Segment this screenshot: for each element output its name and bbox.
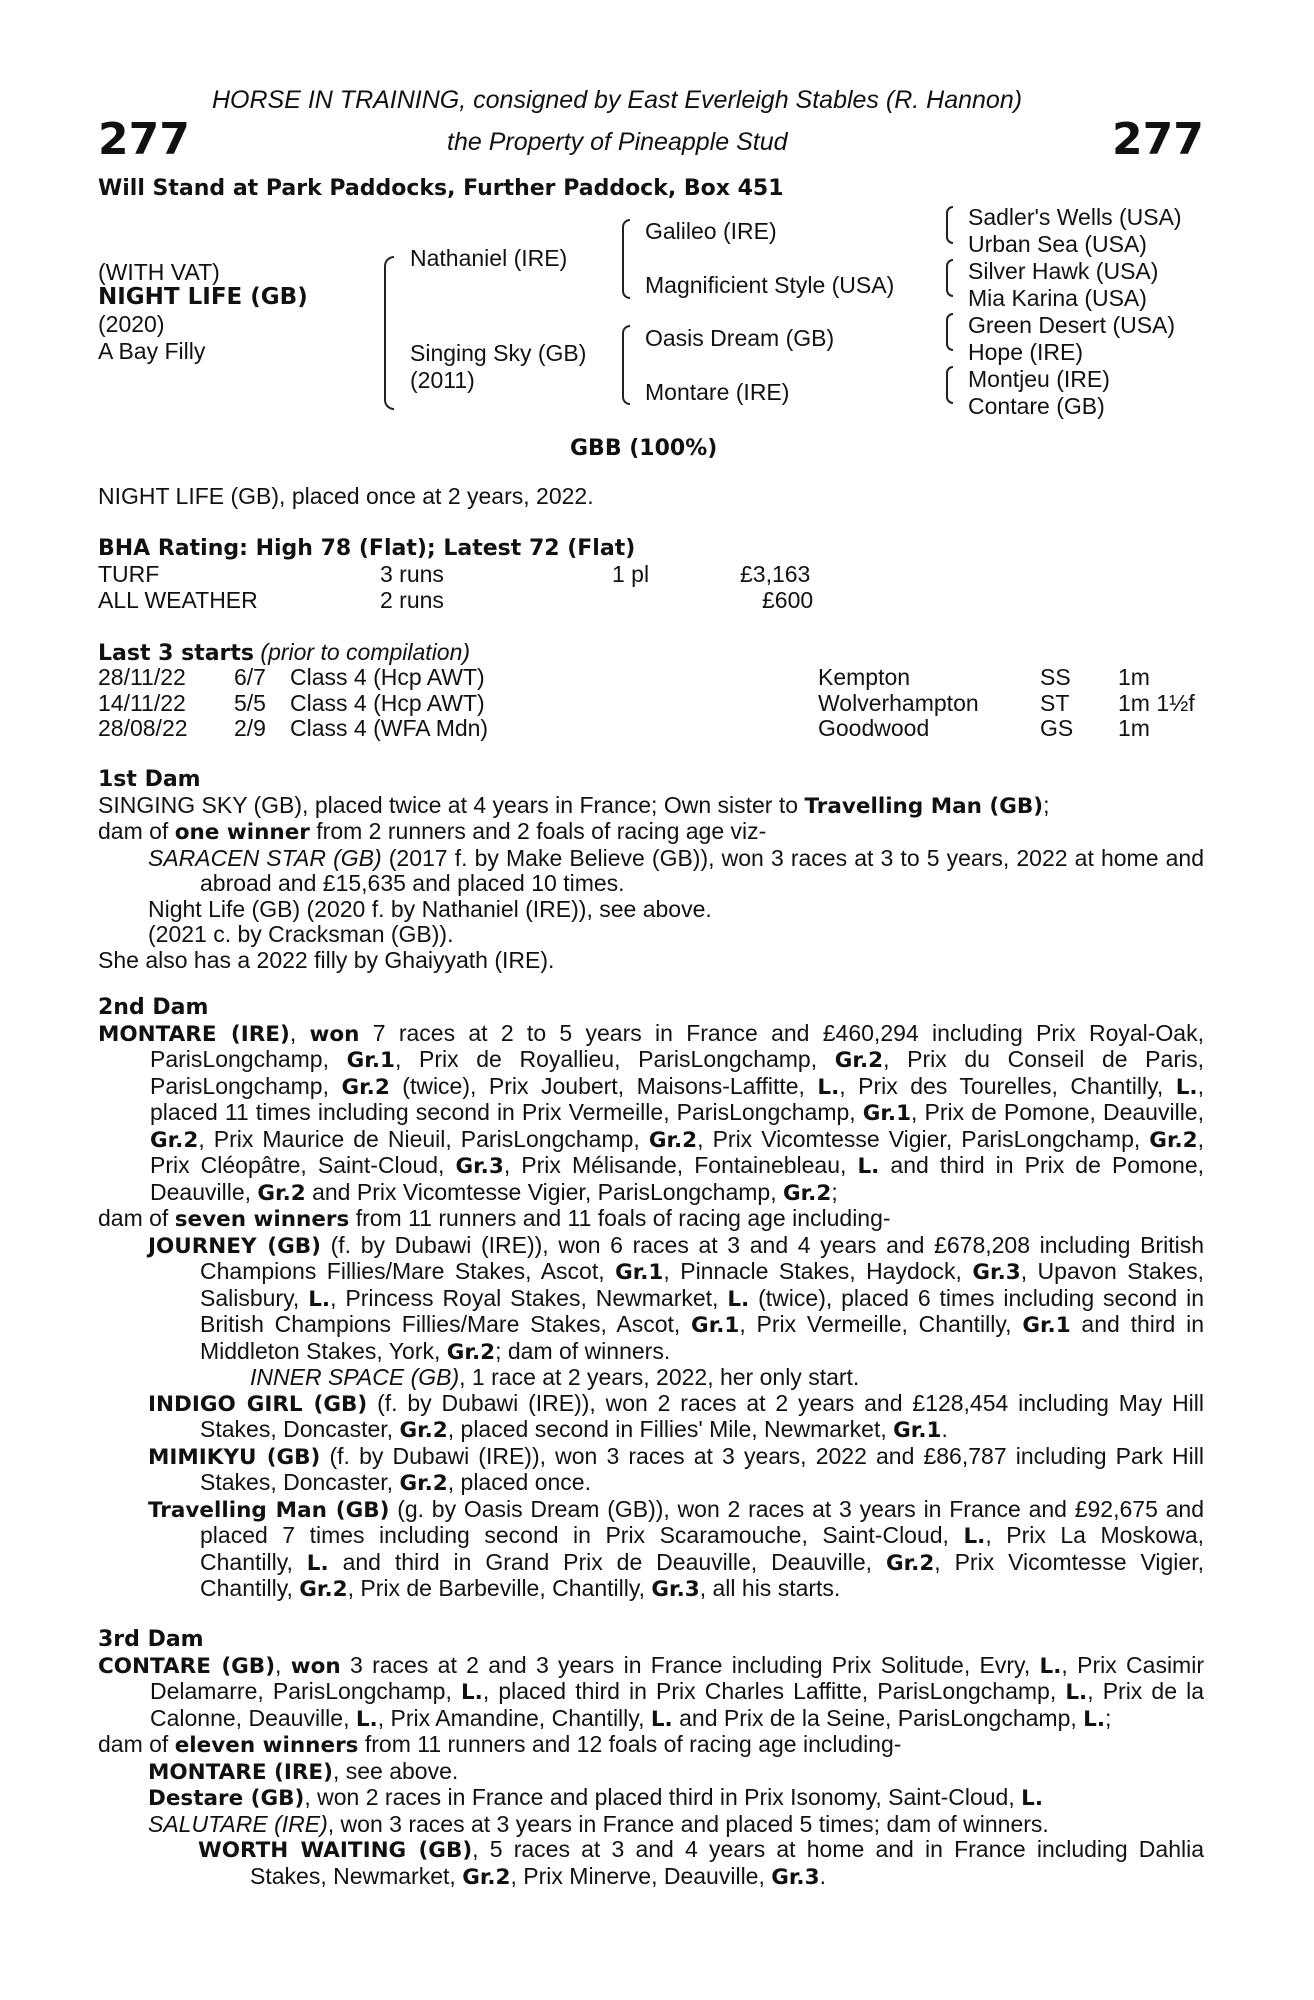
position: 2/9 (234, 715, 266, 741)
course: Wolverhampton (818, 690, 979, 716)
pedigree-sire-dam: Magnificient Style (USA) (645, 272, 895, 298)
offspring-entry: MIMIKYU (GB) (f. by Dubawi (IRE)), won 3 races at 3 years, 2022 and £86,787 including Park Hill Stakes, Doncaster, Gr.2, placed once. (148, 1442, 1204, 1496)
course: Kempton (818, 664, 911, 690)
pedigree-brace-dd (946, 366, 953, 404)
first-dam-section (98, 767, 1204, 973)
first-dam-produce-summary: dam of one winner from 2 runners and 2 foals of racing age viz- (98, 818, 767, 845)
offspring-entry: MONTARE (IRE), see above. (148, 1757, 459, 1785)
surface: TURF (98, 561, 160, 587)
offspring-entry: SALUTARE (IRE), won 3 races at 3 years in France and placed 5 times; dam of winners. (148, 1810, 1049, 1837)
runs: 2 runs (380, 587, 444, 613)
pedigree-sire-sire: Galileo (IRE) (645, 218, 777, 244)
race-summary: NIGHT LIFE (GB), placed once at 2 years, 2022. (98, 483, 594, 509)
date: 14/11/22 (98, 690, 186, 716)
places: 1 pl (612, 561, 650, 587)
runs: 3 runs (380, 561, 444, 587)
offspring-entry: SARACEN STAR (GB) (2017 f. by Make Believe (GB)), won 3 races at 3 to 5 years, 2022 at home and abroad and £15,635 and placed 10 times. (148, 844, 1205, 896)
offspring-entry: Night Life (GB) (2020 f. by Nathaniel (IRE)), see above. (148, 895, 712, 922)
offspring-entry: Travelling Man (GB) (g. by Oasis Dream (GB)), won 2 races at 3 years in France and £92,675 and placed 7 times including second in Prix Scaramouche, Saint-Cloud, L., Prix La Moskowa, Chantilly, L. and third in Grand Prix de Deauville, Deauville, Gr.2, Prix Vicomtesse Vigier, Chantilly, Gr.2, Prix de Barbeville, Chantilly, Gr.3, all his starts. (148, 1495, 1205, 1602)
pedigree-brace-main (384, 256, 394, 410)
pedigree-ssd: Urban Sea (USA) (968, 231, 1147, 257)
vendor-line: the Property of Pineapple Stud (447, 128, 788, 156)
surface: ALL WEATHER (98, 587, 258, 613)
pedigree-dam-year: (2011) (410, 367, 475, 393)
last-starts-title: Last 3 starts (98, 641, 255, 666)
pedigree-dss: Green Desert (USA) (968, 312, 1176, 338)
race-class: Class 4 (Hcp AWT) (290, 664, 485, 690)
offspring-entry: (2021 c. by Cracksman (GB)). (148, 921, 454, 947)
second-dam-produce-summary: dam of seven winners from 11 runners and 11 foals of racing age including- (98, 1205, 891, 1232)
stabling-location: Will Stand at Park Paddocks, Further Paddock, Box 451 (98, 176, 784, 201)
second-dam-heading: 2nd Dam (98, 995, 209, 1020)
pedigree-dam-dam: Montare (IRE) (645, 379, 790, 405)
horse-year: (2020) (98, 311, 165, 337)
going: ST (1040, 690, 1070, 716)
pedigree-sss: Sadler's Wells (USA) (968, 204, 1182, 230)
race-class: Class 4 (WFA Mdn) (290, 715, 489, 741)
going: SS (1040, 664, 1071, 690)
position: 6/7 (234, 664, 266, 690)
prize: £600 (762, 587, 814, 613)
bha-rating-title: BHA Rating: High 78 (Flat); Latest 72 (Flat) (98, 536, 636, 561)
pedigree-brace-sd (946, 259, 953, 297)
pedigree-brace-sire (622, 219, 630, 299)
third-dam-produce-summary: dam of eleven winners from 11 runners and 12 foals of racing age including- (98, 1731, 902, 1758)
distance: 1m (1118, 664, 1150, 690)
pedigree-dsd: Hope (IRE) (968, 339, 1084, 365)
horse-name: NIGHT LIFE (GB) (98, 284, 308, 310)
pedigree-dds: Montjeu (IRE) (968, 366, 1110, 392)
second-dam-record: MONTARE (IRE), won 7 races at 2 to 5 years in France and £460,294 including Prix Royal-Oak, ParisLongchamp, Gr.1, Prix de Royallieu, ParisLongchamp, Gr.2, Prix du Conseil de Paris, ParisLongchamp, Gr.2 (twice), Prix Joubert, Maisons-Laffitte, L., Prix des Tourelles, Chantilly, L., placed 11 times including second in Prix Vermeille, ParisLongchamp, Gr.1, Prix de Pomone, Deauville, Gr.2, Prix Maurice de Nieuil, ParisLongchamp, Gr.2, Prix Vicomtesse Vigier, ParisLongchamp, Gr.2, Prix Cléopâtre, Saint-Cloud, Gr.3, Prix Mélisande, Fontainebleau, L. and third in Prix de Pomone, Deauville, Gr.2 and Prix Vicomtesse Vigier, ParisLongchamp, Gr.2; (98, 1019, 1205, 1206)
race-class: Class 4 (Hcp AWT) (290, 690, 485, 716)
pedigree-dam: Singing Sky (GB) (410, 340, 587, 366)
third-dam-section (98, 1627, 1204, 1890)
lot-number-right: 277 (1112, 114, 1204, 165)
pedigree-brace-ds (946, 313, 953, 351)
grand-offspring-entry: INNER SPACE (GB), 1 race at 2 years, 2022, her only start. (250, 1364, 860, 1390)
pedigree-dam-sire: Oasis Dream (GB) (645, 325, 835, 351)
pedigree-ddd: Contare (GB) (968, 393, 1105, 419)
first-dam-heading: 1st Dam (98, 767, 201, 792)
date: 28/11/22 (98, 664, 186, 690)
position: 5/5 (234, 690, 266, 716)
date: 28/08/22 (98, 715, 188, 741)
third-dam-heading: 3rd Dam (98, 1627, 204, 1652)
grand-offspring-entry: WORTH WAITING (GB), 5 races at 3 and 4 years at home and in France including Dahlia Stakes, Newmarket, Gr.2, Prix Minerve, Deauville, Gr.3. (198, 1836, 1204, 1890)
distance: 1m (1118, 715, 1150, 741)
course: Goodwood (818, 715, 930, 741)
pedigree-sdd: Mia Karina (USA) (968, 285, 1147, 311)
first-dam-line: SINGING SKY (GB), placed twice at 4 years in France; Own sister to Travelling Man (GB); (98, 791, 1050, 819)
distance: 1m 1½f (1118, 690, 1195, 716)
consignor-line: HORSE IN TRAINING, consigned by East Everleigh Stables (R. Hannon) (212, 86, 1023, 114)
offspring-entry: Destare (GB), won 2 races in France and placed third in Prix Isonomy, Saint-Cloud, L. (148, 1784, 1044, 1811)
vat-note: (WITH VAT) (98, 259, 220, 285)
prize: £3,163 (740, 561, 811, 587)
horse-description: A Bay Filly (98, 338, 206, 364)
third-dam-record: CONTARE (GB), won 3 races at 2 and 3 years in France including Prix Solitude, Evry, L., Prix Casimir Delamarre, ParisLongchamp, L., placed third in Prix Charles Laffitte, ParisLongchamp, L., Prix de la Calonne, Deauville, L., Prix Amandine, Chantilly, L. and Prix de la Seine, ParisLongchamp, L.; (98, 1651, 1204, 1732)
pedigree-brace-ss (946, 206, 953, 244)
gbb-label: GBB (100%) (570, 436, 718, 461)
offspring-entry: JOURNEY (GB) (f. by Dubawi (IRE)), won 6 races at 3 and 4 years and £678,208 including British Champions Fillies/Mare Stakes, Ascot, Gr.1, Pinnacle Stakes, Haydock, Gr.3, Upavon Stakes, Salisbury, L., Princess Royal Stakes, Newmarket, L. (twice), placed 6 times including second in British Champions Fillies/Mare Stakes, Ascot, Gr.1, Prix Vermeille, Chantilly, Gr.1 and third in Middleton Stakes, York, Gr.2; dam of winners. (148, 1231, 1205, 1365)
pedigree-sire: Nathaniel (IRE) (410, 245, 568, 271)
pedigree-brace-dam (622, 325, 630, 405)
offspring-entry: INDIGO GIRL (GB) (f. by Dubawi (IRE)), won 2 races at 2 years and £128,454 including May Hill Stakes, Doncaster, Gr.2, placed second in Fillies' Mile, Newmarket, Gr.1. (148, 1389, 1205, 1443)
going: GS (1040, 715, 1074, 741)
first-dam-note: She also has a 2022 filly by Ghaiyyath (IRE). (98, 946, 555, 973)
second-dam-section (98, 995, 1204, 1603)
lot-number-left: 277 (98, 114, 190, 165)
pedigree-sds: Silver Hawk (USA) (968, 258, 1159, 284)
last-starts-heading (98, 639, 470, 666)
last-starts-subtitle: (prior to compilation) (260, 639, 471, 665)
